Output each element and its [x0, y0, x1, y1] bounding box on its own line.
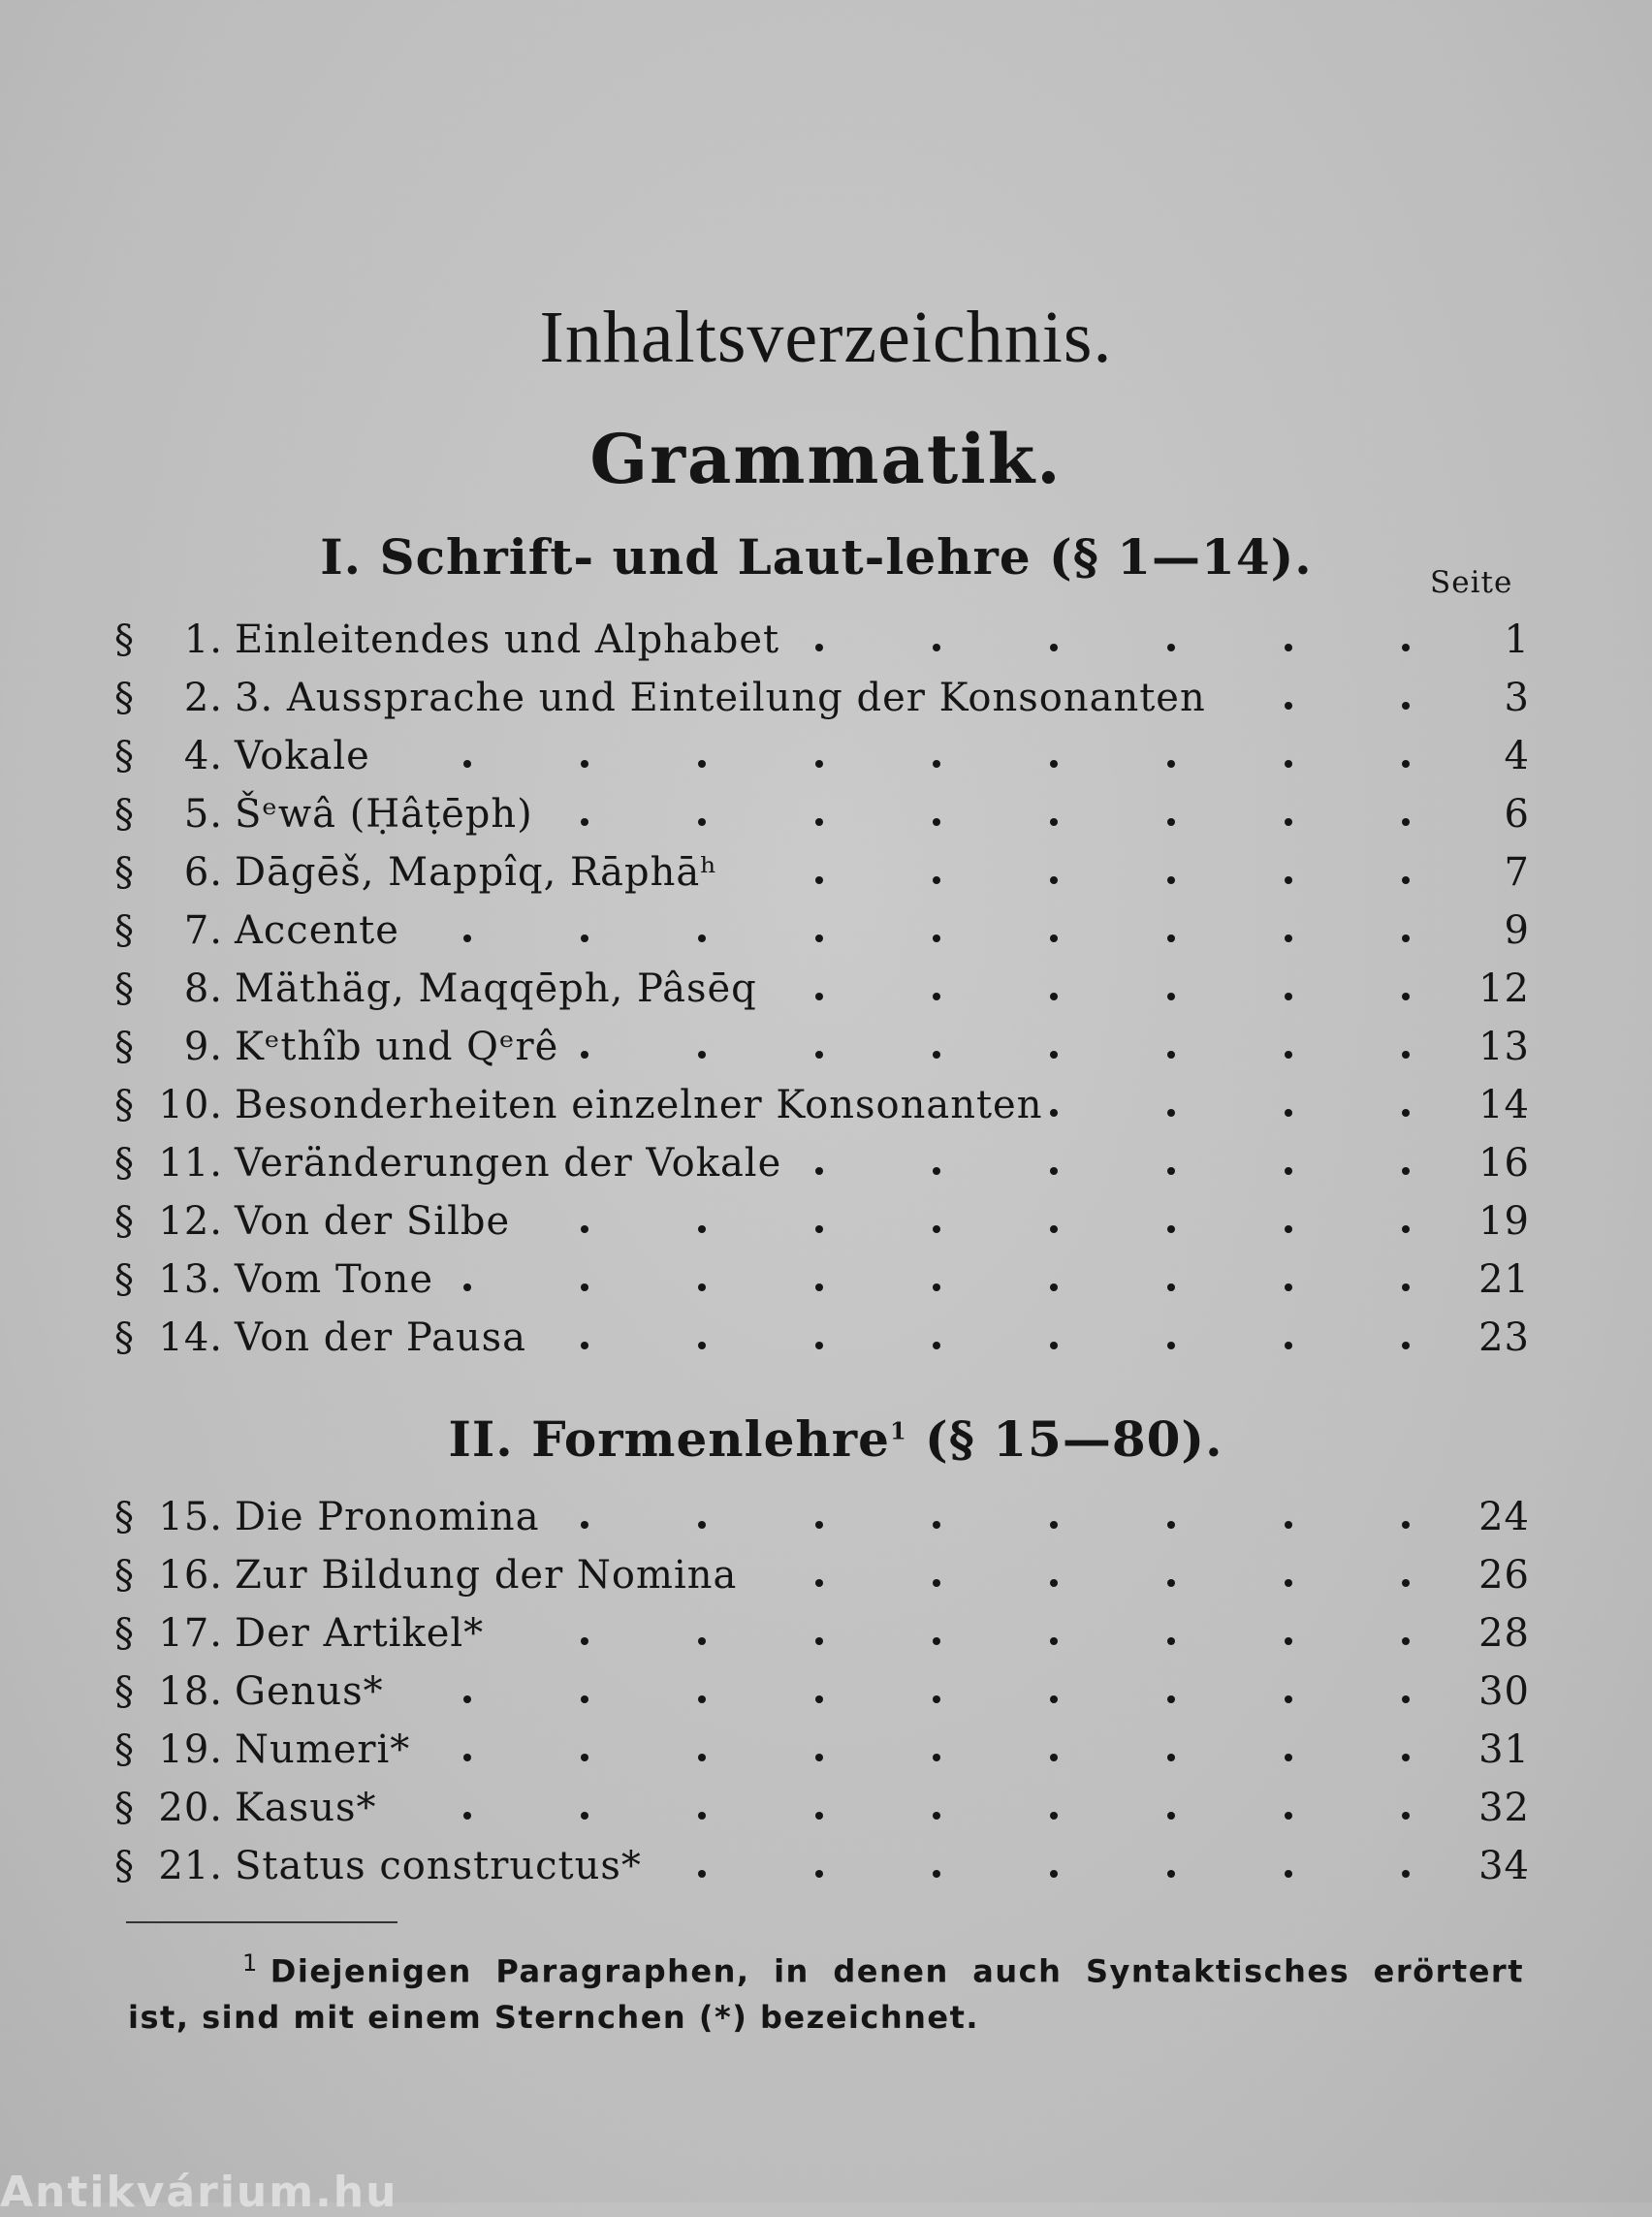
- leader-dot: [698, 818, 706, 826]
- leader-dot: [1285, 818, 1292, 826]
- toc-entry: [114, 1604, 1530, 1663]
- entry-page: 16: [1478, 1141, 1530, 1186]
- leader-dot: [698, 1695, 706, 1703]
- leader-dot: [463, 1695, 471, 1703]
- leader-dot: [933, 1167, 940, 1175]
- leader-dot: [1050, 818, 1058, 826]
- leader-dot: [1285, 1754, 1292, 1761]
- footnote: [128, 1941, 1524, 2041]
- entry-title: Mäthäg, Maqqēph, Pâsēq: [235, 966, 757, 1011]
- toc-entry: [114, 785, 1530, 843]
- leader-dot: [815, 818, 823, 826]
- leader-dot: [815, 1695, 823, 1703]
- leader-dot: [933, 1695, 940, 1703]
- leader-dot: [1167, 993, 1175, 1000]
- toc-entry: [114, 902, 1530, 960]
- entry-title: Kᵉthîb und Qᵉrê: [235, 1025, 559, 1069]
- entry-title: Numeri*: [235, 1727, 411, 1772]
- leader-dot: [1402, 1225, 1410, 1233]
- section-sign: §: [114, 1083, 135, 1127]
- leader-dot: [1167, 1109, 1175, 1117]
- toc-entry: [114, 1721, 1530, 1779]
- toc-entry: [114, 1663, 1530, 1721]
- leader-dot: [933, 644, 940, 651]
- entry-number: 21.: [158, 1844, 223, 1888]
- leader-dot: [1285, 934, 1292, 942]
- leader-dot: [1167, 876, 1175, 884]
- entry-page: 9: [1504, 908, 1530, 953]
- entry-title: Besonderheiten einzelner Konsonanten: [235, 1083, 1043, 1127]
- entry-number: 10.: [158, 1083, 223, 1127]
- toc-entry: [114, 1837, 1530, 1895]
- leader-dot: [1285, 1812, 1292, 1820]
- entry-page: 3: [1504, 676, 1530, 720]
- leader-dot: [698, 1637, 706, 1645]
- toc-entry: [114, 611, 1530, 669]
- leader-dot: [698, 1870, 706, 1878]
- entry-title: Einleitendes und Alphabet: [235, 618, 780, 662]
- leader-dot: [933, 818, 940, 826]
- toc-entry: [114, 727, 1530, 785]
- leader-dot: [1167, 1342, 1175, 1349]
- entry-title: Vokale: [235, 734, 370, 778]
- entry-number: 18.: [158, 1669, 223, 1714]
- leader-dot: [1050, 1521, 1058, 1529]
- leader-dot: [1285, 1109, 1292, 1117]
- entry-title: Status constructus*: [235, 1844, 642, 1888]
- leader-dot: [581, 1225, 588, 1233]
- leader-dot: [1050, 1051, 1058, 1059]
- entry-number: 15.: [158, 1495, 223, 1539]
- leader-dot: [1285, 1283, 1292, 1291]
- leader-dot: [581, 1812, 588, 1820]
- leader-dot: [815, 1051, 823, 1059]
- entry-title: Der Artikel*: [235, 1611, 485, 1656]
- leader-dot: [1050, 1637, 1058, 1645]
- leader-dot: [1402, 760, 1410, 768]
- leader-dot: [815, 760, 823, 768]
- leader-dot: [1402, 993, 1410, 1000]
- leader-dot: [1050, 934, 1058, 942]
- entry-page: 26: [1478, 1553, 1530, 1598]
- leader-dot: [1285, 1870, 1292, 1878]
- entry-number: 9.: [183, 1025, 223, 1069]
- leader-dot: [1285, 644, 1292, 651]
- leader-dot: [463, 934, 471, 942]
- section-sign: §: [114, 850, 135, 895]
- section-heading-2-text: II. Formenlehre: [448, 1410, 890, 1468]
- leader-dot: [1402, 1754, 1410, 1761]
- leader-dot: [1402, 1870, 1410, 1878]
- entry-page: 28: [1478, 1611, 1530, 1656]
- entry-title: Von der Pausa: [235, 1315, 526, 1360]
- leader-dot: [698, 760, 706, 768]
- leader-dot: [1050, 760, 1058, 768]
- entry-page: 13: [1478, 1025, 1530, 1069]
- section-heading-2-range: (§ 15—80).: [906, 1410, 1223, 1468]
- leader-dot: [933, 1579, 940, 1587]
- leader-dot: [815, 934, 823, 942]
- entry-number: 1.: [183, 618, 223, 662]
- leader-dot: [1050, 1754, 1058, 1761]
- section-sign: §: [114, 1141, 135, 1186]
- leader-dot: [933, 1637, 940, 1645]
- leader-dot: [1050, 1342, 1058, 1349]
- entry-title: Zur Bildung der Nomina: [235, 1553, 738, 1598]
- leader-dot: [1167, 934, 1175, 942]
- leader-dot: [933, 1521, 940, 1529]
- leader-dot: [1167, 1521, 1175, 1529]
- leader-dot: [933, 1051, 940, 1059]
- footnote-text: Diejenigen Paragraphen, in denen auch Syntaktisches erörtert ist, sind mit einem Sternchen (*) bezeichnet.: [128, 1952, 1524, 2036]
- section-sign: §: [114, 1315, 135, 1360]
- section-heading-1: I. Schrift- und Laut-lehre (§ 1—14).: [320, 528, 1313, 586]
- leader-dot: [1402, 1283, 1410, 1291]
- leader-dot: [933, 1283, 940, 1291]
- leader-dot: [698, 1225, 706, 1233]
- leader-dot: [933, 876, 940, 884]
- leader-dot: [815, 1579, 823, 1587]
- leader-dot: [1285, 876, 1292, 884]
- leader-dot: [1285, 1521, 1292, 1529]
- footnote-rule: [126, 1921, 397, 1923]
- leader-dot: [815, 1812, 823, 1820]
- entry-page: 31: [1478, 1727, 1530, 1772]
- leader-dot: [1402, 818, 1410, 826]
- leader-dot: [815, 1637, 823, 1645]
- entry-page: 24: [1478, 1495, 1530, 1539]
- toc-entry: [114, 1134, 1530, 1192]
- entry-title: Die Pronomina: [235, 1495, 540, 1539]
- entry-page: 30: [1478, 1669, 1530, 1714]
- toc-entry: [114, 1546, 1530, 1604]
- leader-dot: [1050, 876, 1058, 884]
- leader-dot: [1402, 1579, 1410, 1587]
- toc-entry: [114, 1779, 1530, 1837]
- entry-page: 7: [1504, 850, 1530, 895]
- leader-dot: [1402, 934, 1410, 942]
- entry-page: 4: [1504, 734, 1530, 778]
- section-heading-2: [10, 1410, 1652, 1468]
- leader-dot: [1402, 1342, 1410, 1349]
- watermark: Antikvárium.hu: [0, 2168, 398, 2217]
- leader-dot: [1285, 760, 1292, 768]
- toc-entry: [114, 1251, 1530, 1309]
- leader-dot: [1402, 702, 1410, 710]
- leader-dot: [1285, 1637, 1292, 1645]
- leader-dot: [1167, 1812, 1175, 1820]
- toc-section-2: [114, 1488, 1530, 1895]
- entry-number: 5.: [183, 792, 223, 837]
- leader-dot: [1167, 1225, 1175, 1233]
- leader-dot: [581, 1283, 588, 1291]
- leader-dot: [463, 1812, 471, 1820]
- section-sign: §: [114, 1025, 135, 1069]
- section-sign: §: [114, 734, 135, 778]
- leader-dot: [698, 1754, 706, 1761]
- leader-dot: [1050, 644, 1058, 651]
- leader-dot: [1402, 1109, 1410, 1117]
- leader-dot: [1050, 1579, 1058, 1587]
- leader-dot: [1050, 1109, 1058, 1117]
- entry-number: 2.: [183, 676, 223, 720]
- entry-title: Von der Silbe: [235, 1199, 511, 1244]
- toc-entry: [114, 843, 1530, 902]
- entry-page: 14: [1478, 1083, 1530, 1127]
- leader-dot: [933, 1225, 940, 1233]
- entry-title: Dāgēš, Mappîq, Rāphāʰ: [235, 850, 718, 895]
- leader-dot: [1402, 644, 1410, 651]
- entry-title: Kasus*: [235, 1786, 377, 1830]
- leader-dot: [1050, 1283, 1058, 1291]
- section-sign: §: [114, 1844, 135, 1888]
- leader-dot: [933, 760, 940, 768]
- leader-dot: [698, 1051, 706, 1059]
- entry-title: Vom Tone: [235, 1257, 434, 1302]
- leader-dot: [933, 1812, 940, 1820]
- leader-dot: [1167, 1167, 1175, 1175]
- toc-entry: [114, 669, 1530, 727]
- entry-page: 34: [1478, 1844, 1530, 1888]
- leader-dot: [581, 934, 588, 942]
- entry-page: 12: [1478, 966, 1530, 1011]
- entry-title: Šᵉwâ (Ḥâṭēph): [235, 792, 533, 837]
- entry-page: 19: [1478, 1199, 1530, 1244]
- leader-dot: [1167, 760, 1175, 768]
- toc-entry: [114, 1192, 1530, 1251]
- toc-entry: [114, 1076, 1530, 1134]
- leader-dot: [1285, 1579, 1292, 1587]
- leader-dot: [581, 1637, 588, 1645]
- leader-dot: [815, 876, 823, 884]
- leader-dot: [1167, 1579, 1175, 1587]
- entry-number: 13.: [158, 1257, 223, 1302]
- toc-entry: [114, 960, 1530, 1018]
- leader-dot: [581, 760, 588, 768]
- leader-dot: [1402, 1637, 1410, 1645]
- footnote-marker: 1: [242, 1949, 259, 1977]
- entry-number: 11.: [158, 1141, 223, 1186]
- entry-number: 12.: [158, 1199, 223, 1244]
- page-column-label: Seite: [1430, 565, 1513, 600]
- leader-dot: [581, 1521, 588, 1529]
- leader-dot: [581, 1051, 588, 1059]
- leader-dot: [1285, 1695, 1292, 1703]
- entry-number: 4.: [183, 734, 223, 778]
- leader-dot: [933, 993, 940, 1000]
- section-sign: §: [114, 1257, 135, 1302]
- section-sign: §: [114, 908, 135, 953]
- section-sign: §: [114, 676, 135, 720]
- toc-entry: [114, 1309, 1530, 1367]
- entry-number: 19.: [158, 1727, 223, 1772]
- section-sign: §: [114, 966, 135, 1011]
- leader-dot: [1167, 818, 1175, 826]
- leader-dot: [581, 818, 588, 826]
- leader-dot: [815, 1521, 823, 1529]
- leader-dot: [815, 1167, 823, 1175]
- leader-dot: [933, 1754, 940, 1761]
- leader-dot: [1402, 876, 1410, 884]
- leader-dot: [1050, 1870, 1058, 1878]
- leader-dot: [815, 993, 823, 1000]
- leader-dot: [815, 1283, 823, 1291]
- leader-dot: [581, 1342, 588, 1349]
- entry-number: 8.: [183, 966, 223, 1011]
- leader-dot: [1402, 1167, 1410, 1175]
- leader-dot: [1285, 1225, 1292, 1233]
- leader-dot: [815, 1870, 823, 1878]
- leader-dot: [933, 934, 940, 942]
- entry-title: Accente: [235, 908, 399, 953]
- entry-number: 7.: [183, 908, 223, 953]
- section-sign: §: [114, 1553, 135, 1598]
- entry-page: 6: [1504, 792, 1530, 837]
- leader-dot: [1402, 1051, 1410, 1059]
- leader-dot: [1167, 1754, 1175, 1761]
- entry-title: 3. Aussprache und Einteilung der Konsonanten: [235, 676, 1206, 720]
- entry-number: 6.: [183, 850, 223, 895]
- leader-dot: [815, 644, 823, 651]
- leader-dot: [1167, 1283, 1175, 1291]
- section-sign: §: [114, 1611, 135, 1656]
- leader-dot: [1402, 1695, 1410, 1703]
- section-sign: §: [114, 1669, 135, 1714]
- toc-section-1: [114, 611, 1530, 1367]
- page-title: Inhaltsverzeichnis.: [539, 297, 1113, 378]
- leader-dot: [1285, 993, 1292, 1000]
- leader-dot: [1285, 702, 1292, 710]
- toc-entry: [114, 1018, 1530, 1076]
- entry-title: Veränderungen der Vokale: [235, 1141, 782, 1186]
- leader-dot: [698, 1521, 706, 1529]
- leader-dot: [1050, 1695, 1058, 1703]
- entry-page: 21: [1478, 1257, 1530, 1302]
- leader-dot: [1050, 1167, 1058, 1175]
- section-sign: §: [114, 1495, 135, 1539]
- leader-dot: [698, 1342, 706, 1349]
- leader-dot: [815, 1225, 823, 1233]
- entry-number: 16.: [158, 1553, 223, 1598]
- footnote-reference: 1: [889, 1416, 907, 1445]
- leader-dot: [1285, 1167, 1292, 1175]
- section-sign: §: [114, 1786, 135, 1830]
- leader-dot: [1167, 1870, 1175, 1878]
- section-sign: §: [114, 1199, 135, 1244]
- leader-dot: [933, 1342, 940, 1349]
- leader-dot: [1050, 1225, 1058, 1233]
- leader-dot: [1167, 1695, 1175, 1703]
- entry-page: 1: [1504, 618, 1530, 662]
- page-subtitle: Grammatik.: [589, 419, 1063, 499]
- leader-dot: [933, 1870, 940, 1878]
- leader-dot: [698, 934, 706, 942]
- section-sign: §: [114, 1727, 135, 1772]
- leader-dot: [463, 1754, 471, 1761]
- toc-entry: [114, 1488, 1530, 1546]
- entry-number: 20.: [158, 1786, 223, 1830]
- leader-dot: [698, 1812, 706, 1820]
- leader-dot: [463, 760, 471, 768]
- entry-page: 23: [1478, 1315, 1530, 1360]
- leader-dot: [698, 1283, 706, 1291]
- entry-title: Genus*: [235, 1669, 384, 1714]
- leader-dot: [1167, 1051, 1175, 1059]
- leader-dot: [1285, 1051, 1292, 1059]
- leader-dot: [1285, 1342, 1292, 1349]
- leader-dot: [1050, 1812, 1058, 1820]
- leader-dot: [1167, 1637, 1175, 1645]
- section-sign: §: [114, 792, 135, 837]
- entry-number: 14.: [158, 1315, 223, 1360]
- leader-dot: [1167, 644, 1175, 651]
- leader-dot: [581, 1754, 588, 1761]
- leader-dot: [1402, 1521, 1410, 1529]
- leader-dot: [1050, 993, 1058, 1000]
- entry-number: 17.: [158, 1611, 223, 1656]
- leader-dot: [463, 1283, 471, 1291]
- section-sign: §: [114, 618, 135, 662]
- leader-dot: [1402, 1812, 1410, 1820]
- leader-dot: [815, 1754, 823, 1761]
- leader-dot: [581, 1695, 588, 1703]
- leader-dot: [815, 1342, 823, 1349]
- entry-page: 32: [1478, 1786, 1530, 1830]
